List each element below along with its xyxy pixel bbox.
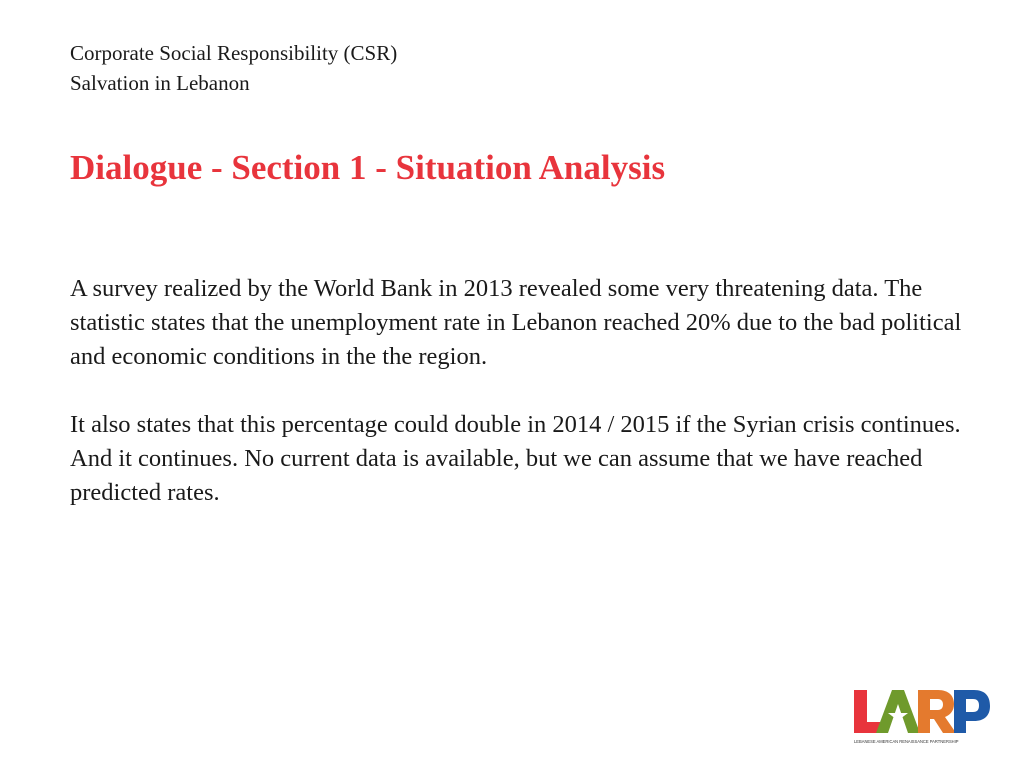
larp-logo [852, 686, 992, 746]
paragraph-2: It also states that this percentage could double in 2014 / 2015 if the Syrian crisis continues. And it continues. No current data is available, but we can assume that we have reached predicted rates. [70, 411, 961, 506]
header-line-1: Corporate Social Responsibility (CSR) [70, 41, 398, 65]
slide-body [70, 272, 970, 544]
paragraph-1: A survey realized by the World Bank in 2013 revealed some very threatening data. The statistic states that the unemployment rate in Lebanon reached 20% due to the bad political and economic conditions in the the region. [70, 275, 962, 370]
larp-logo-mark [852, 686, 992, 746]
section-title: Dialogue - Section 1 - Situation Analysis [70, 148, 666, 187]
header-line-2: Salvation in Lebanon [70, 71, 250, 95]
logo-tagline: LEBANESE AMERICAN RENAISSANCE PARTNERSHIP [854, 739, 959, 744]
presentation-header [70, 38, 397, 98]
